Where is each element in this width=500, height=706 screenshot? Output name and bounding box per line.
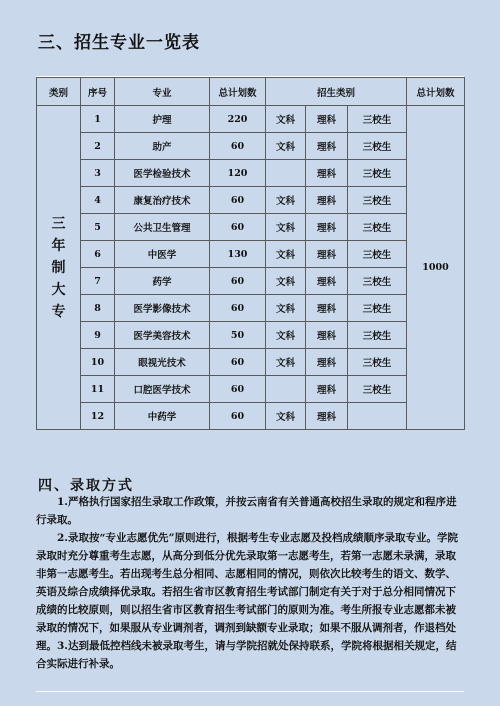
section-four-title: 四、录取方式 [38, 478, 134, 494]
major-cell: 医学美容技术 [115, 322, 210, 349]
major-cell: 护理 [115, 106, 210, 133]
liberal-arts-cell: 文科 [266, 133, 306, 160]
vocational-cell: 三校生 [348, 133, 407, 160]
header-category: 类别 [37, 78, 81, 106]
category-char: 年 [51, 237, 66, 254]
number-cell: 1 [81, 106, 115, 133]
section-three-title: 三、招生专业一览表 [38, 33, 200, 53]
science-cell: 理科 [306, 160, 348, 187]
vocational-cell: 三校生 [348, 160, 407, 187]
table-row [37, 376, 465, 403]
major-cell: 口腔医学技术 [115, 376, 210, 403]
liberal-arts-cell: 文科 [266, 322, 306, 349]
major-cell: 医学影像技术 [115, 295, 210, 322]
science-cell: 理科 [306, 187, 348, 214]
number-cell: 6 [81, 241, 115, 268]
liberal-arts-cell [266, 376, 306, 403]
table-row [37, 187, 465, 214]
number-cell: 4 [81, 187, 115, 214]
admission-paragraph-3: 3.达到最低控档线未被录取考生，请与学院招就处保持联系，学院将根据相关规定，结合实际进行补录。 [36, 640, 457, 670]
major-cell: 中医学 [115, 241, 210, 268]
admission-paragraph-1: 1.严格执行国家招生录取工作政策，并按云南省有关普通高校招生录取的规定和程序进行录取。 [36, 496, 457, 526]
number-cell: 8 [81, 295, 115, 322]
science-cell: 理科 [306, 106, 348, 133]
vocational-cell: 三校生 [348, 268, 407, 295]
number-cell: 9 [81, 322, 115, 349]
plan-cell: 120 [210, 160, 266, 187]
vocational-cell: 三校生 [348, 106, 407, 133]
admission-plan-table [36, 77, 465, 430]
header-total-plan: 总计划数 [407, 78, 465, 106]
liberal-arts-cell [266, 160, 306, 187]
category-char: 制 [51, 259, 66, 276]
header-admission-type: 招生类别 [266, 78, 407, 106]
science-cell: 理科 [306, 349, 348, 376]
plan-cell: 130 [210, 241, 266, 268]
major-cell: 中药学 [115, 403, 210, 430]
vocational-cell: 三校生 [348, 187, 407, 214]
header-number: 序号 [81, 78, 115, 106]
number-cell: 7 [81, 268, 115, 295]
table-row [37, 160, 465, 187]
major-cell: 康复治疗技术 [115, 187, 210, 214]
vocational-cell: 三校生 [348, 376, 407, 403]
category-char: 三 [51, 215, 66, 232]
major-cell: 公共卫生管理 [115, 214, 210, 241]
major-cell: 药学 [115, 268, 210, 295]
table-row [37, 403, 465, 430]
plan-cell: 60 [210, 349, 266, 376]
science-cell: 理科 [306, 241, 348, 268]
table-header-row [37, 78, 465, 106]
category-char: 大 [51, 281, 66, 298]
number-cell: 11 [81, 376, 115, 403]
number-cell: 10 [81, 349, 115, 376]
category-cell [37, 106, 81, 430]
liberal-arts-cell: 文科 [266, 187, 306, 214]
plan-cell: 220 [210, 106, 266, 133]
header-major: 专业 [115, 78, 210, 106]
table-row [37, 322, 465, 349]
plan-cell: 60 [210, 214, 266, 241]
header-plan: 总计划数 [210, 78, 266, 106]
vocational-cell: 三校生 [348, 322, 407, 349]
major-cell: 医学检验技术 [115, 160, 210, 187]
plan-cell: 60 [210, 403, 266, 430]
table-row [37, 106, 465, 133]
table-row [37, 295, 465, 322]
liberal-arts-cell: 文科 [266, 106, 306, 133]
science-cell: 理科 [306, 133, 348, 160]
number-cell: 3 [81, 160, 115, 187]
number-cell: 12 [81, 403, 115, 430]
table-row [37, 214, 465, 241]
number-cell: 2 [81, 133, 115, 160]
table-row [37, 349, 465, 376]
major-cell: 助产 [115, 133, 210, 160]
science-cell: 理科 [306, 214, 348, 241]
total-plan-cell: 1000 [407, 106, 465, 430]
bottom-divider [36, 691, 464, 692]
liberal-arts-cell: 文科 [266, 241, 306, 268]
science-cell: 理科 [306, 295, 348, 322]
category-char: 专 [51, 303, 66, 320]
science-cell: 理科 [306, 376, 348, 403]
liberal-arts-cell: 文科 [266, 295, 306, 322]
science-cell: 理科 [306, 268, 348, 295]
plan-cell: 60 [210, 295, 266, 322]
major-cell: 眼视光技术 [115, 349, 210, 376]
number-cell: 5 [81, 214, 115, 241]
vocational-cell: 三校生 [348, 214, 407, 241]
vocational-cell: 三校生 [348, 349, 407, 376]
liberal-arts-cell: 文科 [266, 214, 306, 241]
vocational-cell: 三校生 [348, 295, 407, 322]
plan-cell: 60 [210, 268, 266, 295]
science-cell: 理科 [306, 322, 348, 349]
plan-cell: 60 [210, 133, 266, 160]
admission-paragraph-2: 2.录取按“专业志愿优先”原则进行，根据考生专业志愿及投档成绩顺序录取专业。学院录取时充分尊重考生志愿，从高分到低分优先录取第一志愿考生，若第一志愿未录满，录取非第一志愿考生。若出现考生总分相同、志愿相同的情况，则依次比较考生的语文、数学、英语及综合成绩择优录取。若招生省市区教育招生考试部门制定有关于对于总分相同情况下成绩的比较原则，则以招生省市区教育招生考试部门的原则为准。考生所报专业志愿都未被录取的情况下，如果服从专业调剂者，调剂到缺额专业录取；如果不服从调剂者，作退档处理。 [36, 532, 459, 652]
vocational-cell: 三校生 [348, 241, 407, 268]
liberal-arts-cell: 文科 [266, 403, 306, 430]
science-cell: 理科 [306, 403, 348, 430]
plan-cell: 60 [210, 376, 266, 403]
liberal-arts-cell: 文科 [266, 349, 306, 376]
vocational-cell [348, 403, 407, 430]
liberal-arts-cell: 文科 [266, 268, 306, 295]
table-row [37, 241, 465, 268]
plan-cell: 60 [210, 187, 266, 214]
table-row [37, 268, 465, 295]
table-row [37, 133, 465, 160]
plan-cell: 50 [210, 322, 266, 349]
